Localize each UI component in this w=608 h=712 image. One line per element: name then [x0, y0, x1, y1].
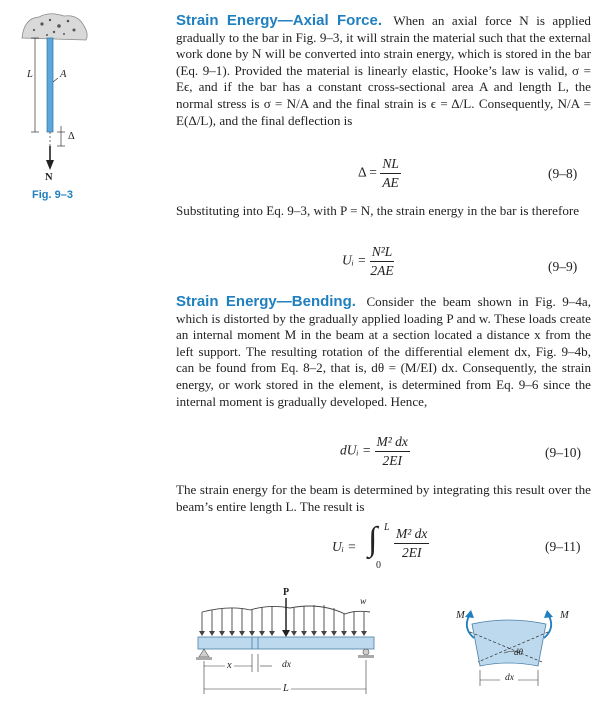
text-axial-force: When an axial force N is applied gradually to the bar in Fig. 9–3, it will strain the material such that the external work done by N will be converted into strain energy, which is stored in the bar (Eq. 9–1). Provided the material is linearly elastic, Hooke’s law is valid, σ = Eϵ, and if the bar has a constant cross-sectional area A and length L, the normal stress is σ = N/A and the final strain is ϵ = Δ/L. Consequently, N/A = E(Δ/L), and the final deflection is — [176, 13, 591, 128]
label-dx-element: dx — [505, 673, 514, 683]
label-x-beam: x — [227, 660, 232, 671]
label-P-beam: P — [283, 587, 290, 598]
figure-caption-9-3: Fig. 9–3 — [32, 189, 73, 201]
eq-9-9-lhs: Uᵢ = — [342, 252, 367, 268]
integral-sign: ∫ — [368, 521, 378, 558]
equation-9-8 — [358, 156, 401, 191]
eq-9-10-denominator: 2EI — [382, 453, 402, 468]
equation-number-9-10: (9–10) — [545, 445, 581, 460]
equation-number-9-8: (9–8) — [548, 166, 578, 181]
label-M-right: M — [560, 610, 569, 621]
equation-number-9-11: (9–11) — [545, 539, 581, 554]
heading-axial-force: Strain Energy—Axial Force. — [176, 12, 383, 29]
integral-lower-limit: 0 — [376, 560, 381, 571]
integral-upper-limit: L — [384, 522, 390, 533]
paragraph-integrating: The strain energy for the beam is determined by integrating this result over the beam’s entire length L. The result is — [176, 482, 591, 514]
paragraph-bending — [176, 294, 591, 410]
label-A-bar: A — [60, 69, 67, 80]
eq-9-9-fraction — [370, 244, 395, 279]
label-L-beam: L — [283, 683, 289, 694]
label-N-bar: N — [45, 172, 53, 183]
figure-9-3-bar — [14, 8, 94, 198]
eq-9-9-numerator: N²L — [370, 244, 395, 262]
paragraph-axial-force — [176, 13, 591, 129]
eq-9-8-fraction — [380, 156, 401, 191]
label-w-beam: w — [360, 597, 367, 607]
eq-9-11-denominator: 2EI — [401, 545, 422, 560]
eq-9-11-fraction — [394, 526, 429, 561]
text-bending: Consider the beam shown in Fig. 9–4a, which is distorted by the gradually applied loading P and w. These loads create an internal moment M in the beam at a section located a distance x from the left support. The resulting rotation of the differential element dx, Fig. 9–4b, can be found from Eq. 8–2, that is, dθ = (M/EI) dx. Consequently, the strain energy, or work stored in the element, is determined from Eq. 9–6 since the internal moment is gradually developed. Hence, — [176, 294, 591, 409]
eq-9-10-lhs: dUᵢ = — [340, 442, 372, 458]
label-L-bar: L — [27, 69, 33, 80]
paragraph-substituting: Substituting into Eq. 9–3, with P = N, the strain energy in the bar is therefore — [176, 203, 580, 218]
eq-9-8-denominator: AE — [382, 175, 399, 190]
label-M-left: M — [456, 610, 465, 621]
eq-9-11-lhs: Uᵢ = — [332, 539, 357, 554]
figure-9-4b-element — [448, 606, 598, 706]
eq-9-10-numerator: M² dx — [375, 434, 410, 452]
label-delta-bar: Δ — [68, 131, 75, 142]
eq-9-10-fraction — [375, 434, 410, 469]
eq-9-11-numerator: M² dx — [394, 526, 429, 544]
equation-9-9 — [342, 244, 394, 279]
eq-9-9-denominator: 2AE — [370, 263, 394, 278]
equation-9-10 — [340, 434, 410, 469]
label-dtheta: dθ — [514, 647, 523, 657]
eq-9-8-lhs: Δ = — [358, 164, 377, 180]
eq-9-8-numerator: NL — [380, 156, 401, 174]
equation-number-9-9: (9–9) — [548, 259, 578, 274]
label-dx-beam: dx — [282, 660, 291, 670]
equation-9-11 — [332, 521, 452, 575]
heading-bending: Strain Energy—Bending. — [176, 293, 356, 310]
